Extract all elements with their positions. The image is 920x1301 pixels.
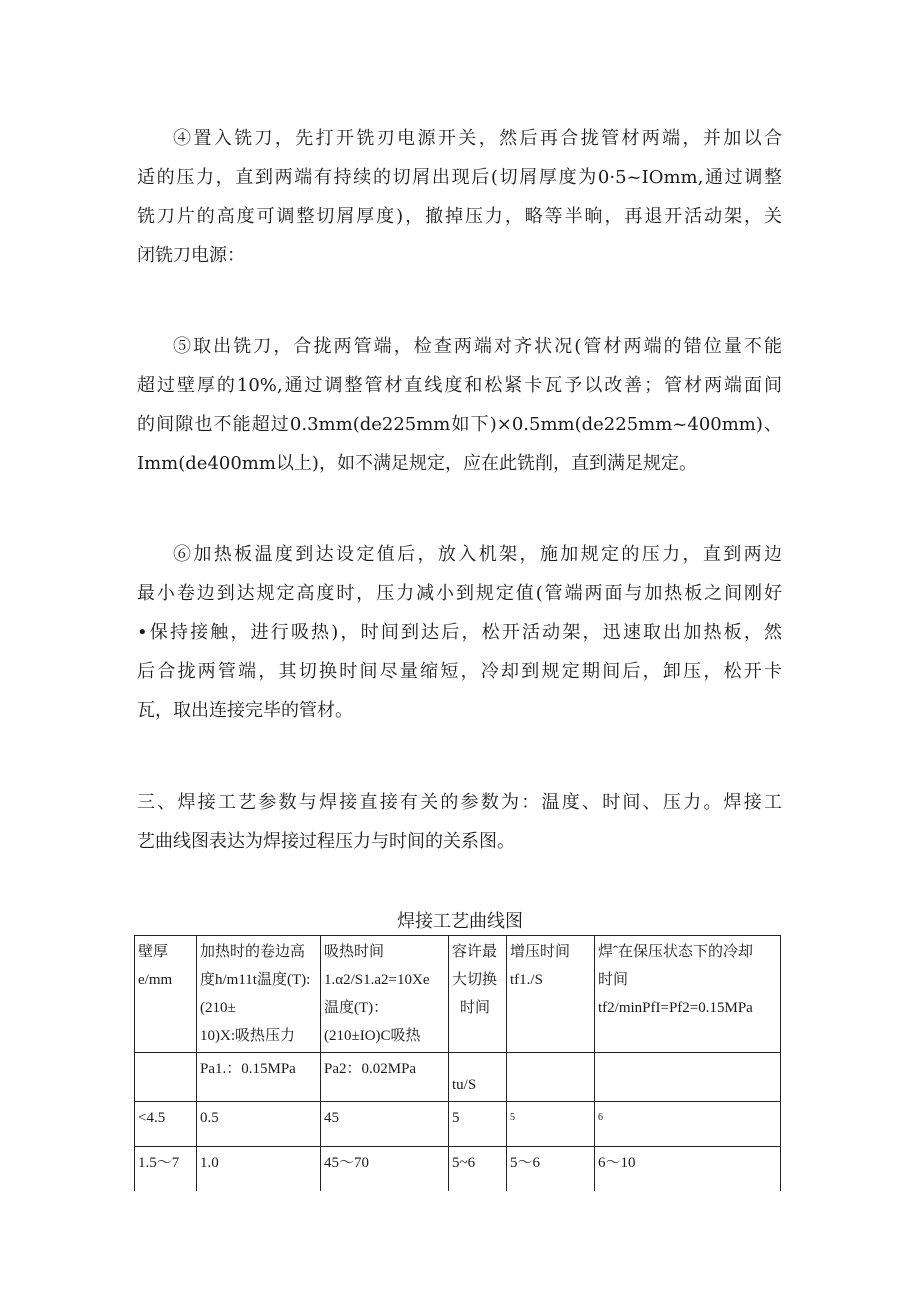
section-3-paragraph — [137, 783, 782, 861]
cell-line: 时间 — [598, 972, 629, 988]
table-cell: 45 — [321, 1102, 449, 1147]
table-cell: 5 — [449, 1102, 507, 1147]
text-line: 三、焊接工艺参数与焊接直接有关的参数为：温度、时间、压力。焊接工 — [137, 792, 782, 813]
paragraph-4 — [137, 119, 782, 275]
paragraph-5 — [137, 327, 782, 483]
cell-line: tf2/minPfI=Pf2=0.15MPa — [598, 1000, 753, 1016]
header-cell — [449, 936, 507, 1053]
table-row — [135, 1147, 781, 1192]
text-line: 瓦，取出连接完毕的管材。 — [137, 700, 353, 721]
text-line: 超过壁厚的10%,通过调整管材直线度和松紧卡瓦予以改善；管材两端面间 — [137, 375, 782, 396]
cell-line: 温度(T)： — [324, 1000, 389, 1016]
table-cell: 5～6 — [507, 1147, 595, 1192]
text-line: 艺曲线图表达为焊接过程压力与时间的关系图。 — [137, 831, 515, 852]
paragraph-6 — [137, 535, 782, 730]
cell-line: (210± — [200, 1000, 236, 1016]
text-line: Imm(de400mm以上)，如不满足规定，应在此铣削，直到满足规定。 — [137, 453, 697, 474]
text-line: 的间隙也不能超过0.3mm(de225mm如下)×0.5mm(de225mm~400mm)、 — [137, 414, 782, 435]
cell-line: 度h/m11t温度(T): — [200, 972, 311, 988]
cell-line: (210±IO)C吸热 — [324, 1028, 421, 1044]
cell-line: 焊ˆ在保压状态下的冷却 — [598, 944, 753, 960]
cell-line: 容许最 — [452, 944, 498, 960]
text-line: ⑥加热板温度到达设定值后，放入机架，施加规定的压力，直到两边 — [173, 544, 782, 565]
text-line: 后合拢两管端，其切换时间尽量缩短，冷却到规定期间后，卸压，松开卡 — [137, 661, 782, 682]
cell-line: 壁厚 — [138, 944, 169, 960]
table-cell: 1.0 — [197, 1147, 321, 1192]
header-cell — [135, 936, 197, 1053]
table-cell: Pa1.：0.15MPa — [197, 1053, 321, 1102]
table-cell: 5 — [507, 1102, 595, 1147]
cell-line: e/mm — [138, 972, 173, 988]
cell-line: 吸热时间 — [324, 944, 385, 960]
table-cell: 1.5～7 — [135, 1147, 197, 1192]
cell-line: 时间 — [460, 1000, 491, 1016]
table-row — [135, 1053, 781, 1102]
table-cell — [135, 1053, 197, 1102]
table-title: 焊接工艺曲线图 — [397, 911, 523, 932]
table-cell — [507, 1053, 595, 1102]
cell-line: 大切换 — [452, 972, 498, 988]
text-line: ⑤取出铣刀，合拢两管端，检查两端对齐状况(管材两端的错位量不能 — [173, 336, 782, 357]
welding-parameter-table — [134, 935, 781, 1191]
table-cell: 5~6 — [449, 1147, 507, 1192]
header-cell — [507, 936, 595, 1053]
text-line: 铣刀片的高度可调整切屑厚度)，撤掉压力，略等半晌，再退开活动架，关 — [137, 206, 782, 227]
header-cell — [321, 936, 449, 1053]
cell-line: 10)X:吸热压力 — [200, 1028, 295, 1044]
text-line: 闭铣刀电源： — [137, 245, 245, 266]
table-cell: Pa2：0.02MPa — [321, 1053, 449, 1102]
text-line: •保持接触，进行吸热)，时间到达后，松开活动架，迅速取出加热板，然 — [137, 622, 782, 643]
header-cell — [197, 936, 321, 1053]
cell-line: 1.α2/S1.a2=10Xe — [324, 972, 430, 988]
table-header-row — [135, 936, 781, 1053]
table-cell: 6 — [595, 1102, 781, 1147]
text-line: 最小卷边到达规定高度时，压力减小到规定值(管端两面与加热板之间刚好 — [137, 583, 782, 604]
table-row — [135, 1102, 781, 1147]
table-cell — [595, 1053, 781, 1102]
table-cell: 6～10 — [595, 1147, 781, 1192]
table-cell: 0.5 — [197, 1102, 321, 1147]
header-cell — [595, 936, 781, 1053]
cell-line: 加热时的卷边高 — [200, 944, 306, 960]
cell-line: 增压时间 — [510, 944, 571, 960]
table-cell: <4.5 — [135, 1102, 197, 1147]
text-line: ④置入铣刀，先打开铣刃电源开关，然后再合拢管材两端，并加以合 — [173, 128, 782, 149]
table-cell: 45～70 — [321, 1147, 449, 1192]
cell-line: tf1./S — [510, 972, 543, 988]
text-line: 适的压力，直到两端有持续的切屑出现后(切屑厚度为0·5~IOmm,通过调整 — [137, 167, 782, 188]
table-cell: tu/S — [449, 1053, 507, 1102]
